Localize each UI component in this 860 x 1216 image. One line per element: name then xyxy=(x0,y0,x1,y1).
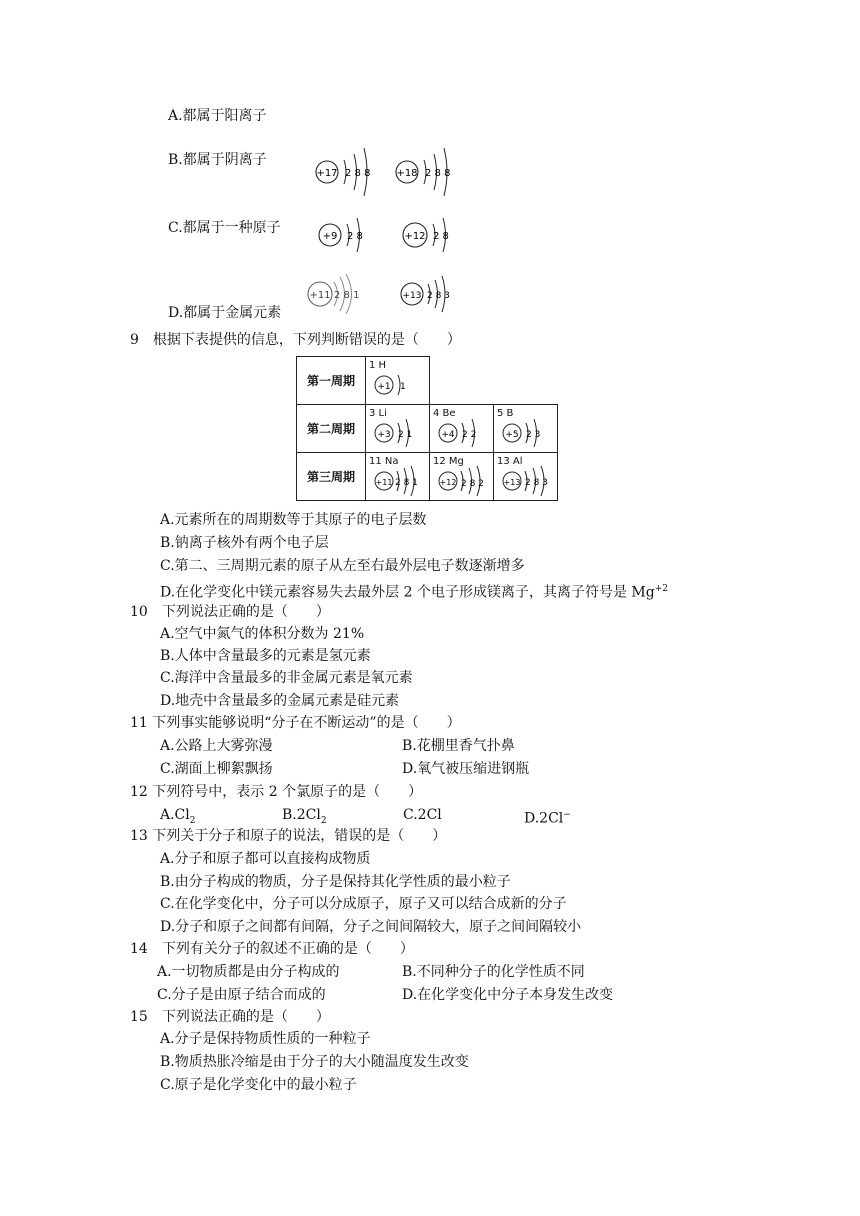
atom-diagram xyxy=(372,466,430,498)
atom-diagram xyxy=(372,370,428,402)
q9-option-a: A.元素所在的周期数等于其原子的电子层数 xyxy=(160,512,427,528)
q10-stem: 10 下列说法正确的是（ ） xyxy=(130,604,330,620)
svg-text:2 8 1: 2 8 1 xyxy=(334,290,360,301)
svg-text:2 8 8: 2 8 8 xyxy=(345,168,371,179)
q13-option-d: D.分子和原子之间都有间隔，分子之间间隔较大，原子之间间隔较小 xyxy=(160,919,582,935)
element-cell-al xyxy=(494,453,558,501)
q11-option-b: B.花棚里香气扑鼻 xyxy=(402,738,515,754)
q9-option-c: C.第二、三周期元素的原子从左至右最外层电子数逐渐增多 xyxy=(160,558,525,574)
q9-option-b: B.钠离子核外有两个电子层 xyxy=(160,535,329,551)
atom-diagram xyxy=(316,212,376,258)
q15-stem: 15 下列说法正确的是（ ） xyxy=(130,1009,330,1025)
element-cell-mg xyxy=(430,453,494,501)
q10-option-d: D.地壳中含量最多的金属元素是硅元素 xyxy=(160,693,400,709)
element-label: 4 Be xyxy=(433,408,456,419)
element-label: 12 Mg xyxy=(433,456,464,467)
q15-option-a: A.分子是保持物质性质的一种粒子 xyxy=(160,1031,371,1047)
svg-text:2 8 3: 2 8 3 xyxy=(525,478,548,488)
q13-option-c: C.在化学变化中，分子可以分成原子，原子又可以结合成新的分子 xyxy=(160,896,567,912)
q10-option-c: C.海洋中含量最多的非金属元素是氧元素 xyxy=(160,670,413,686)
q12-option-b: $B.2Cl_2$ xyxy=(282,807,327,826)
q8-option-d: D.都属于金属元素 xyxy=(168,305,282,321)
svg-text:+9: +9 xyxy=(322,231,338,242)
q15-option-c: C.原子是化学变化中的最小粒子 xyxy=(160,1077,357,1093)
svg-text:2 8: 2 8 xyxy=(433,231,449,242)
svg-text:2 8 3: 2 8 3 xyxy=(427,291,450,301)
atom-diagram xyxy=(372,418,428,450)
atom-diagram xyxy=(500,466,558,498)
element-label: 1 H xyxy=(369,360,387,371)
atom-diagram xyxy=(392,146,462,196)
q12-option-d: D.2Cl− xyxy=(524,810,571,827)
svg-text:2 8 2: 2 8 2 xyxy=(461,479,484,489)
q12-option-a: $A.Cl_2$ xyxy=(160,807,196,826)
q10-option-b: B.人体中含量最多的元素是氢元素 xyxy=(160,648,371,664)
period-label: 第二周期 xyxy=(297,405,366,453)
svg-text:+12: +12 xyxy=(404,231,426,242)
svg-text:+17: +17 xyxy=(316,168,338,179)
atom-diagram xyxy=(398,276,462,316)
atom-diagram xyxy=(436,466,494,498)
atom-diagram xyxy=(500,418,556,450)
q10-option-a: A.空气中氮气的体积分数为 21% xyxy=(160,626,365,642)
q14-option-d: D.在化学变化中分子本身发生改变 xyxy=(402,987,614,1003)
q11-option-c: C.湖面上柳絮飘扬 xyxy=(160,761,273,777)
svg-text:+13: +13 xyxy=(503,478,521,487)
q13-option-b: B.由分子构成的物质，分子是保持其化学性质的最小粒子 xyxy=(160,874,511,890)
q9-option-d: D.在化学变化中镁元素容易失去最外层 2 个电子形成镁离子，其离子符号是 $Mg^{+2}$ xyxy=(160,584,669,601)
element-label: 3 Li xyxy=(369,408,387,419)
q8-option-c: C.都属于一种原子 xyxy=(168,220,281,236)
q14-option-c: C.分子是由原子结合而成的 xyxy=(157,987,326,1003)
q13-stem: 13 下列关于分子和原子的说法，错误的是（ ） xyxy=(130,828,447,844)
svg-text:+18: +18 xyxy=(396,168,418,179)
period-label: 第一周期 xyxy=(297,357,366,405)
q9-stem: 9 根据下表提供的信息，下列判断错误的是（ ） xyxy=(130,332,461,348)
svg-text:2 8: 2 8 xyxy=(347,231,363,242)
element-label: 11 Na xyxy=(369,456,399,467)
svg-text:+3: +3 xyxy=(377,430,391,440)
q15-option-b: B.物质热胀冷缩是由于分子的大小随温度发生改变 xyxy=(160,1054,469,1070)
q11-option-a: A.公路上大雾弥漫 xyxy=(160,738,273,754)
svg-text:1: 1 xyxy=(400,382,406,392)
q11-stem: 11 下列事实能够说明“分子在不断运动”的是（ ） xyxy=(130,715,461,731)
q12-stem: 12 下列符号中，表示 2 个氯原子的是（ ） xyxy=(130,784,423,800)
element-cell-h xyxy=(366,357,430,405)
svg-text:+1: +1 xyxy=(377,382,391,392)
element-cell-li xyxy=(366,405,430,453)
svg-text:2 8 1: 2 8 1 xyxy=(395,478,418,488)
q11-option-d: D.氧气被压缩进钢瓶 xyxy=(402,761,530,777)
atom-diagram xyxy=(312,146,382,196)
element-cell-b xyxy=(494,405,558,453)
atom-diagram xyxy=(304,274,374,318)
svg-text:+12: +12 xyxy=(439,478,457,487)
svg-text:+11: +11 xyxy=(309,290,331,301)
svg-text:2 8 8: 2 8 8 xyxy=(425,168,451,179)
svg-text:2 2: 2 2 xyxy=(462,430,477,440)
element-cell-be xyxy=(430,405,494,453)
q14-option-b: B.不同种分子的化学性质不同 xyxy=(402,964,585,980)
q12-option-c: C.2Cl xyxy=(403,807,442,823)
element-cell-na xyxy=(366,453,430,501)
q14-option-a: A.一切物质都是由分子构成的 xyxy=(157,964,340,980)
svg-text:+4: +4 xyxy=(441,430,455,440)
element-label: 5 B xyxy=(497,408,514,419)
element-label: 13 Al xyxy=(497,456,523,467)
svg-text:2 3: 2 3 xyxy=(526,430,541,440)
periodic-table xyxy=(296,356,558,501)
atom-diagram xyxy=(436,418,492,450)
q13-option-a: A.分子和原子都可以直接构成物质 xyxy=(160,851,371,867)
svg-text:+13: +13 xyxy=(402,291,422,301)
atom-diagram xyxy=(400,212,460,258)
svg-text:2 1: 2 1 xyxy=(398,430,413,440)
q14-stem: 14 下列有关分子的叙述不正确的是（ ） xyxy=(130,941,414,957)
svg-text:+5: +5 xyxy=(505,430,519,440)
period-label: 第三周期 xyxy=(297,453,366,501)
q8-option-b: B.都属于阴离子 xyxy=(168,152,267,168)
q8-option-a: A.都属于阳离子 xyxy=(168,108,267,124)
svg-text:+11: +11 xyxy=(375,478,393,487)
